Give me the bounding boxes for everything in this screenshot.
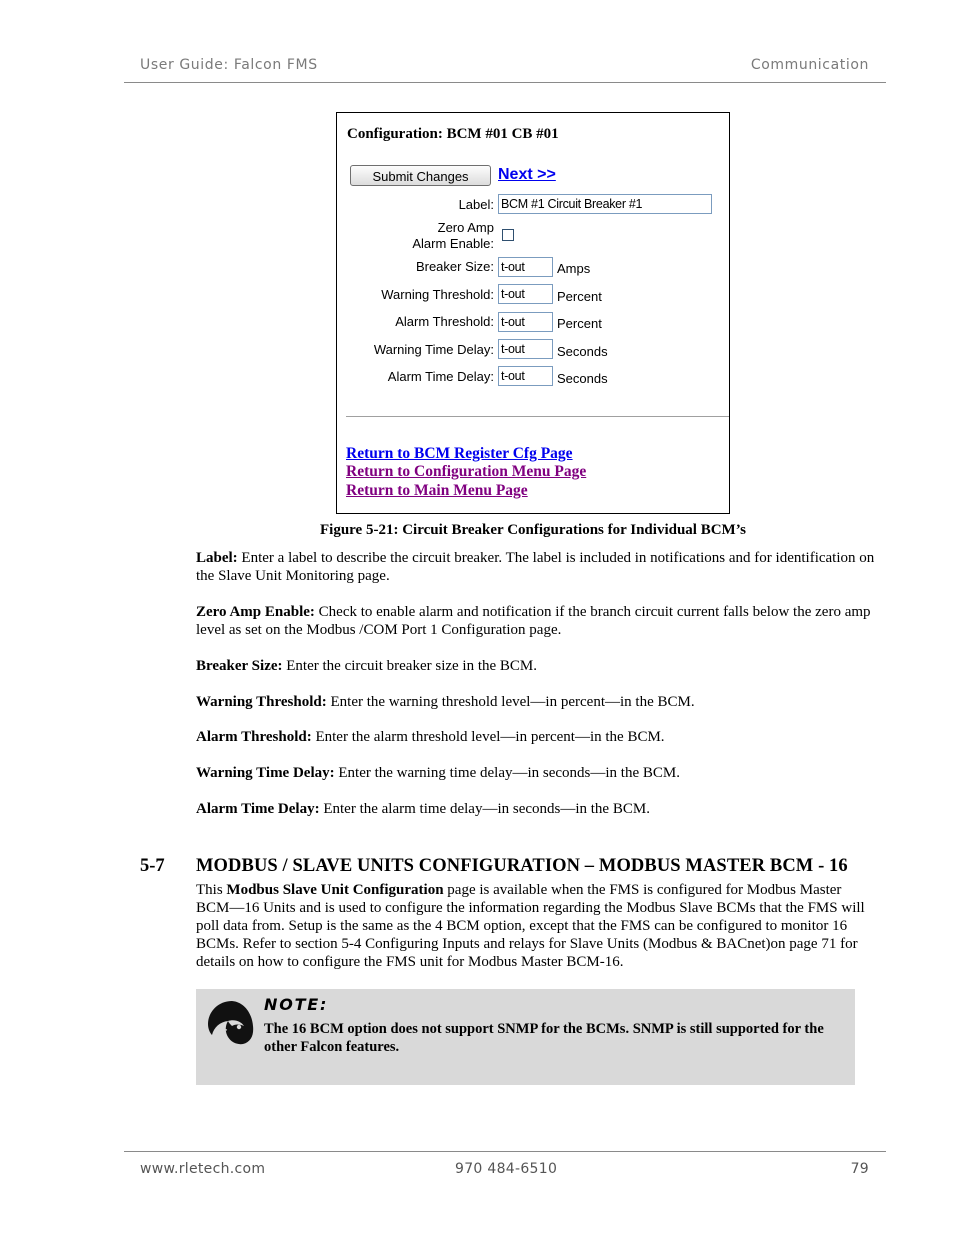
definition-label [196, 549, 876, 585]
warning-threshold-unit: Percent [557, 289, 602, 304]
breaker-size-label: Breaker Size: [415, 259, 494, 274]
alarm-delay-input[interactable]: t-out [498, 366, 553, 386]
return-main-menu-link[interactable]: Return to Main Menu Page [346, 482, 528, 499]
zero-amp-checkbox[interactable] [502, 229, 514, 241]
footer-page-number: 79 [850, 1161, 869, 1177]
term-text: Enter the circuit breaker size in the BCM. [282, 658, 538, 674]
note-title: NOTE: [264, 995, 329, 1014]
figure-caption: Figure 5-21: Circuit Breaker Configurations for Individual BCM’s [320, 522, 746, 538]
term: Alarm Threshold: [196, 729, 312, 745]
definition-zero-amp [196, 603, 876, 639]
term: Breaker Size: [196, 658, 283, 674]
submit-changes-button[interactable]: Submit Changes [350, 165, 491, 186]
definition-warning-threshold [196, 693, 876, 711]
breaker-size-input[interactable]: t-out [498, 257, 553, 277]
section-title: MODBUS / SLAVE UNITS CONFIGURATION – MODBUS MASTER BCM - 16 [196, 856, 848, 876]
warning-threshold-label: Warning Threshold: [381, 287, 494, 302]
term-text: Enter the warning threshold level—in percent—in the BCM. [326, 694, 695, 710]
alarm-delay-label: Alarm Time Delay: [387, 369, 494, 384]
definition-breaker-size [196, 657, 876, 675]
section-body-bold: Modbus Slave Unit Configuration [226, 882, 444, 898]
term: Zero Amp Enable: [196, 604, 315, 620]
zero-amp-label-line1: Zero Amp [437, 220, 494, 235]
note-box [196, 989, 855, 1085]
header-rule [124, 82, 886, 83]
config-screenshot [336, 112, 730, 514]
warning-delay-unit: Seconds [557, 344, 608, 359]
warning-threshold-input[interactable]: t-out [498, 284, 553, 304]
alarm-threshold-input[interactable]: t-out [498, 312, 553, 332]
warning-delay-input[interactable]: t-out [498, 339, 553, 359]
note-body: The 16 BCM option does not support SNMP for the BCMs. SNMP is still supported for the other Falcon features. [264, 1021, 824, 1055]
warning-delay-label: Warning Time Delay: [373, 342, 494, 357]
term-text: Enter the alarm time delay—in seconds—in the BCM. [319, 801, 650, 817]
definition-alarm-delay [196, 800, 876, 818]
section-body-post: page is available when the FMS is configured for Modbus Master BCM—16 Units and is used to configure the information regarding the Modbus Slave BCMs that the FMS will poll data from. Setup is the same as the 4 BCM option, except that the FMS can be configured to monitor 16 BCMs. Refer to section 5-4 Configuring Inputs and relays for Slave Units (Modbus & BACnet)on page 71 for details on how to configure the FMS unit for Modbus Master BCM-16. [196, 882, 865, 970]
term: Warning Threshold: [196, 694, 327, 710]
header-section: Communication [750, 57, 869, 73]
section-body-pre: This [196, 882, 227, 898]
config-page-title: Configuration: BCM #01 CB #01 [347, 126, 559, 142]
term: Alarm Time Delay: [196, 801, 320, 817]
label-field-label: Label: [458, 197, 494, 212]
header-title: User Guide: Falcon FMS [140, 57, 318, 73]
zero-amp-label-line2: Alarm Enable: [412, 236, 494, 251]
footer-phone: 970 484-6510 [455, 1161, 558, 1177]
term-text: Enter a label to describe the circuit breaker. The label is included in notifications and for identification on the Slave Unit Monitoring page. [196, 550, 875, 584]
return-config-menu-link[interactable]: Return to Configuration Menu Page [346, 463, 587, 480]
definition-warning-delay [196, 764, 876, 782]
next-link[interactable]: Next >> [498, 166, 556, 183]
alarm-threshold-unit: Percent [557, 316, 602, 331]
footer-website: www.rletech.com [140, 1161, 266, 1177]
section-number: 5-7 [140, 856, 165, 876]
breaker-size-unit: Amps [557, 261, 591, 276]
term: Label: [196, 550, 238, 566]
term-text: Check to enable alarm and notification if the branch circuit current falls below the zero amp level as set on the Modbus /COM Port 1 Configuration page. [196, 604, 871, 638]
alarm-delay-unit: Seconds [557, 371, 608, 386]
falcon-head-icon [206, 999, 254, 1047]
section-body [196, 881, 876, 971]
footer-rule [124, 1151, 886, 1152]
term-text: Enter the alarm threshold level—in percent—in the BCM. [311, 729, 665, 745]
term: Warning Time Delay: [196, 765, 335, 781]
label-input[interactable]: BCM #1 Circuit Breaker #1 [498, 194, 712, 214]
term-text: Enter the warning time delay—in seconds—in the BCM. [334, 765, 680, 781]
alarm-threshold-label: Alarm Threshold: [395, 314, 494, 329]
divider [346, 416, 729, 417]
definition-alarm-threshold [196, 728, 876, 746]
return-bcm-register-link[interactable]: Return to BCM Register Cfg Page [346, 445, 573, 462]
